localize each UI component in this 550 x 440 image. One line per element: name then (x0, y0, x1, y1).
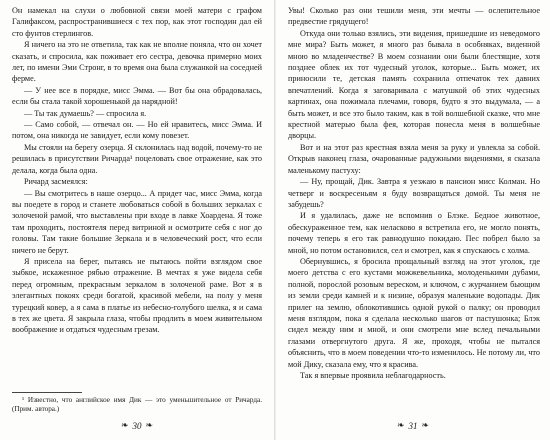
ornament-icon: ❧ (120, 420, 129, 430)
page-number: 30 (132, 420, 142, 431)
paragraph: И я удалилась, даже не вспомнив о Блэке. Бедное животное, обескураженное тем, как нелаcково я встретила его, не могло понять, почему теперь я его так равнодушно покидаю. Пес побрел было за мной, но потом остановился, сел и смотрел, как я спускаюсь с холма. (288, 211, 540, 255)
ornament-icon: ❧ (421, 420, 430, 430)
right-page-number (276, 420, 550, 431)
footnote: ¹ Известно, что английское имя Дик — это уменьшительное от Ричарда. (Прим. автора.) (12, 396, 262, 414)
page-number: 31 (408, 420, 418, 431)
paragraph: Я ничего на это не ответила, так как не вполне поняла, что он хочет сказать, и спросила, как поживает его сестра, девочка примерно моих лет, по имени Эми Стронг, в то время она была служанкой на соседней ферме. (12, 40, 262, 84)
paragraph: — Ну, прощай, Дик. Завтра я уезжаю в пансион мисс Колман. Но четверг и воскресеньям я буду возвращаться домой. Ты меня не забудешь? (288, 177, 540, 209)
paragraph: — Вы смотритесь в наше озерцо... А придет час, мисс Эмма, когда вы поедете в город и станете любоваться собой в больших зеркалах с золоченой рамой, что выставлены при входе в лавке Хоардена. Я тоже там проходить, постоятеля перед витриной и осмотрите себя с ног до головы. Там такие большие Зеркала и в человеческий рост, что если ничего не берут. (12, 188, 262, 255)
left-page-number (0, 420, 274, 431)
paragraph: Обернувшись, я бросила прощальный взгляд на этот уголок, где моего детства с его кустами можжевельника, молоденькими дубами, полной, порослой розовым вереском, и ключом, с журчанием бьющим из земли среди камней и к низине, образуя маленькие водопады. Дик прилег на землю, облокотившись одной рукой о палку; он проводил меня взглядом, пока я сделала несколько шагов от пастушонка; Блэк сидел между ним и мной, и они смотрели мне вслед печальными глазами отвергнутого друга. Я же, проходя, чтобы не пытался объяснить, что в моем поведении что-то изменилось. Не потому ли, что мой Дикy, сказала ему, что я красива. (288, 256, 540, 369)
paragraph: — Ты так думаешь? — спросила я. (24, 108, 147, 118)
paragraph: Ричард засмеялся: (24, 177, 88, 187)
paragraph: Увы! Сколько раз они тешили меня, эти мечты — ослепительное предвестие грядущего! (288, 6, 540, 27)
footnote-rule (12, 392, 82, 393)
paragraph: Мы стояли на берегу озерца. Я склонилась над водой, почему-то не решилась в присутствии Ричарда¹ поцеловать свое отражение, как это делала, когда была одна. (12, 142, 262, 175)
ornament-icon: ❧ (145, 420, 154, 430)
paragraph: Он намекал на слухи о любовной связи моей матери с графом Галифаксом, распространившиеся с тех пор, как этот господин дал ей сто фунтов стерлингов. (12, 6, 262, 38)
paragraph: Я присела на берег, пытаясь не пытаюсь пойти взглядом свое зыбкое, искаженное рябью отражение. В мечтах я уже видела себя перед огромным, прекрасным зеркалом в золоченой раме. Вот я в элегантных покоях среди богатой, красивой мебели, на полу у меня турецкий ковер, а я сама в платье из небесно-голубого шелка, я и сама в тех же цвета. Я закрыла глаза, чтобы продлить в моем живительном воображение и отдаться чудесным грезам. (12, 256, 262, 335)
paragraph: Откуда они только взялись, эти видения, пришедшие из неведомого мне мира? Быть может, я много раз бывала в особняках, виденной мною во младенчестве? В моем сознании они были блестящие, хотя позднее облек их тот чудесный уголок, которые... Быть может, их приносили те, детская память сохранила отпечаток тех давних впечатлений. Когда я заговаривала с матушкой об этих чудесных картинах, она пожимала плечами, говоря, будто я это выдумала, — а быть может, и все это было таким, как в той волшебной сказке, что мне крестной матерью была фея, которая понесла меня в волшебные дворцы. (288, 28, 540, 141)
paragraph: — Само собой, — отвечал он. — Но ей нравитесь, мисс Эмма. И потом, она никогда не завидует, если кому повезет. (12, 120, 262, 141)
paragraph: Так я впервые проявила неблагодарность. (300, 371, 446, 380)
left-page (0, 0, 274, 440)
right-page (276, 0, 550, 440)
ornament-icon: ❧ (396, 420, 405, 430)
paragraph: — У нее все в порядке, мисс Эмма. — Вот бы она обрадовалась, если бы стала такой хорошенькой да нарядной! (12, 85, 262, 107)
paragraph: Вот и на этот раз крестная взяла меня за руку и увлекла за собой. Открыв наконец глаза, очарованные радужными видениями, я сказала маленькому пастуху: (288, 142, 540, 175)
